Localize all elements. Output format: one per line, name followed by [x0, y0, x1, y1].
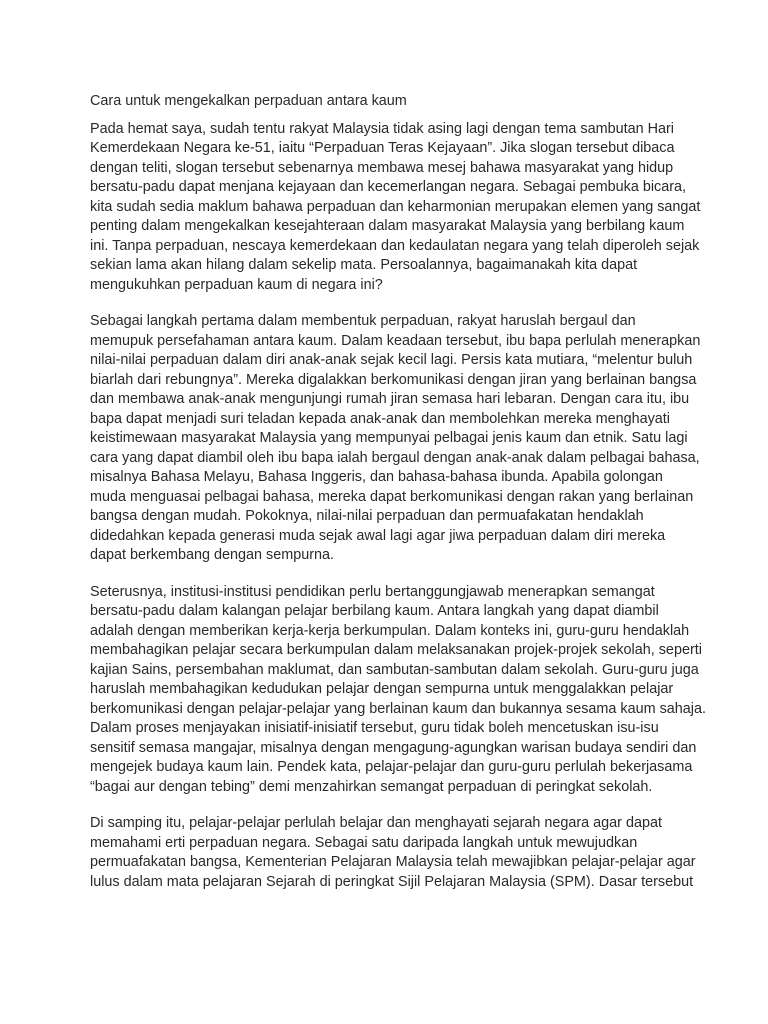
text-line: Di samping itu, pelajar-pelajar perlulah belajar dan menghayati sejarah negara agar dapat	[90, 815, 662, 831]
text-line: haruslah membahagikan kedudukan pelajar dengan sempurna untuk menggalakkan pelajar	[90, 681, 674, 697]
text-line: Pada hemat saya, sudah tentu rakyat Malaysia tidak asing lagi dengan tema sambutan Hari	[90, 120, 674, 137]
text-line: biarlah dari rebungnya”. Mereka digalakkan berkomunikasi dengan jiran yang berlainan bangsa	[90, 371, 697, 388]
text-line: “bagai aur dengan tebing” demi menzahirkan semangat perpaduan di peringkat sekolah.	[90, 778, 653, 795]
text-line: bapa dapat menjadi suri teladan kepada anak-anak dan membolehkan mereka menghayati	[90, 410, 671, 427]
text-line: membahagikan pelajar secara berkumpulan dalam melaksanakan projek-projek sekolah, seperti	[90, 642, 702, 658]
document-title: Cara untuk mengekalkan perpaduan antara kaum	[90, 93, 407, 109]
text-line: dapat berkembang dengan sempurna.	[90, 547, 335, 563]
paragraph	[90, 120, 701, 296]
text-line: Seterusnya, institusi-institusi pendidikan perlu bertanggungjawab menerapkan semangat	[90, 583, 655, 600]
text-line: Sebagai langkah pertama dalam membentuk perpaduan, rakyat haruslah bergaul dan	[90, 313, 636, 329]
paragraph	[90, 583, 706, 798]
text-line: Dalam proses menjayakan inisiatif-inisiatif tersebut, guru tidak boleh mencetuskan isu-isu	[90, 720, 659, 736]
text-line: penting dalam mengekalkan kesejahteraan dalam masyarakat Malaysia yang berbilang kaum	[90, 218, 685, 234]
text-line: sensitif semasa mangajar, misalnya dengan mengagung-agungkan warisan budaya sendiri dan	[90, 739, 697, 756]
paragraph	[90, 814, 696, 892]
text-line: memupuk persefahaman antara kaum. Dalam keadaan tersebut, ibu bapa perlulah menerapkan	[90, 332, 701, 349]
text-line: kajian Sains, persembahan maklumat, dan sambutan-sambutan dalam sekolah. Guru-guru juga	[90, 661, 699, 678]
text-line: permuafakatan bangsa, Kementerian Pelajaran Malaysia telah mewajibkan pelajar-pelajar agar	[90, 854, 696, 870]
text-line: Kemerdekaan Negara ke-51, iaitu “Perpaduan Teras Kejayaan”. Jika slogan tersebut dibaca	[90, 140, 675, 156]
text-line: dengan teliti, slogan tersebut sebenarnya membawa mesej bahawa masyarakat yang hidup	[90, 159, 674, 176]
text-line: misalnya Bahasa Melayu, Bahasa Inggeris, dan bahasa-bahasa ibunda. Apabila golongan	[90, 469, 663, 485]
document-page	[90, 92, 706, 909]
text-line: cara yang dapat diambil oleh ibu bapa ialah bergaul dengan anak-anak dalam pelbagai bahasa,	[90, 449, 700, 466]
text-line: didedahkan kepada generasi muda sejak awal lagi agar jiwa perpaduan dalam diri mereka	[90, 527, 666, 544]
text-line: lulus dalam mata pelajaran Sejarah di peringkat Sijil Pelajaran Malaysia (SPM). Dasar tersebut	[90, 873, 694, 890]
text-line: adalah dengan memberikan kerja-kerja berkumpulan. Dalam konteks ini, guru-guru hendaklah	[90, 622, 690, 639]
text-line: memahami erti perpaduan negara. Sebagai satu daripada langkah untuk mewujudkan	[90, 834, 638, 851]
text-line: bangsa dengan mudah. Pokoknya, nilai-nilai perpaduan dan permuafakatan hendaklah	[90, 508, 644, 524]
text-line: dan membawa anak-anak mengunjungi rumah jiran semasa hari lebaran. Dengan cara itu, ibu	[90, 391, 690, 407]
paragraph	[90, 312, 701, 566]
text-line: bersatu-padu dapat menjana kejayaan dan kecemerlangan negara. Sebagai pembuka bicara,	[90, 179, 687, 195]
text-line: keistimewaan masyarakat Malaysia yang mempunyai pelbagai jenis kaum dan etnik. Satu lagi	[90, 430, 688, 446]
text-line: berkomunikasi dengan pelajar-pelajar yang berlainan kaum dan bukannya sesama kaum sahaja.	[90, 700, 706, 717]
text-line: muda menguasai pelbagai bahasa, mereka dapat berkomunikasi dengan rakan yang berlainan	[90, 488, 694, 505]
text-line: mengukuhkan perpaduan kaum di negara ini?	[90, 276, 383, 293]
document-body	[90, 120, 706, 893]
text-line: nilai-nilai perpaduan dalam diri anak-anak sejak kecil lagi. Persis kata mutiara, “melentur buluh	[90, 352, 693, 368]
text-line: bersatu-padu dalam kalangan pelajar berbilang kaum. Antara langkah yang dapat diambil	[90, 603, 659, 619]
text-line: kita sudah sedia maklum bahawa perpaduan dan keharmonian merupakan elemen yang sangat	[90, 198, 701, 215]
text-line: mengejek budaya kaum lain. Pendek kata, pelajar-pelajar dan guru-guru perlulah bekerjasama	[90, 759, 693, 775]
text-line: ini. Tanpa perpaduan, nescaya kemerdekaan dan kedaulatan negara yang telah diperoleh sejak	[90, 237, 700, 254]
text-line: sekian lama akan hilang dalam sekelip mata. Persoalannya, bagaimanakah kita dapat	[90, 257, 638, 273]
